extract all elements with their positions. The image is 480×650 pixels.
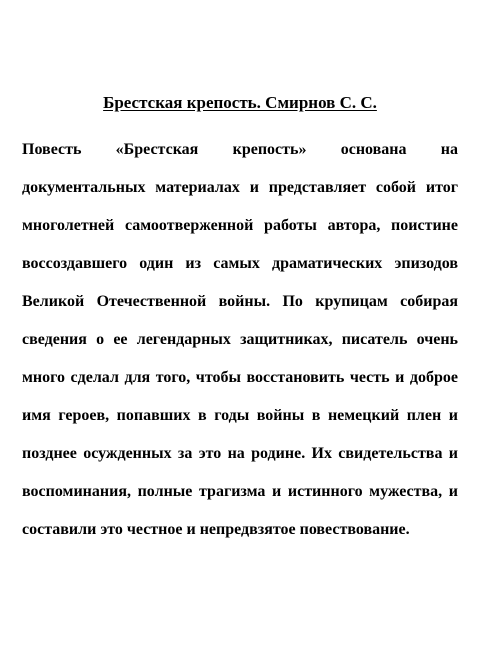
body-line: имя героев, попавших в годы войны в немецкий плен и bbox=[22, 407, 458, 424]
body-line: позднее осужденных за это на родине. Их свидетельства и bbox=[22, 445, 458, 462]
body-line: Повесть «Брестская крепость» основана на bbox=[22, 141, 458, 158]
body-line: воспоминания, полные трагизма и истинного мужества, и bbox=[22, 483, 458, 500]
body-line: Великой Отечественной войны. По крупицам собирая bbox=[22, 293, 458, 310]
document-title: Брестская крепость. Смирнов С. С. bbox=[103, 93, 377, 112]
body-line: воссоздавшего один из самых драматических эпизодов bbox=[22, 255, 458, 272]
body-line: многолетней самоотверженной работы автора, поистине bbox=[22, 217, 458, 234]
body-line: много сделал для того, чтобы восстановить честь и доброе bbox=[22, 369, 458, 386]
body-line: составили это честное и непредвзятое повествование. bbox=[22, 521, 410, 538]
body-line: сведения о ее легендарных защитниках, писатель очень bbox=[22, 331, 458, 348]
document-body bbox=[22, 140, 458, 558]
body-line: документальных материалах и представляет собой итог bbox=[22, 179, 458, 196]
